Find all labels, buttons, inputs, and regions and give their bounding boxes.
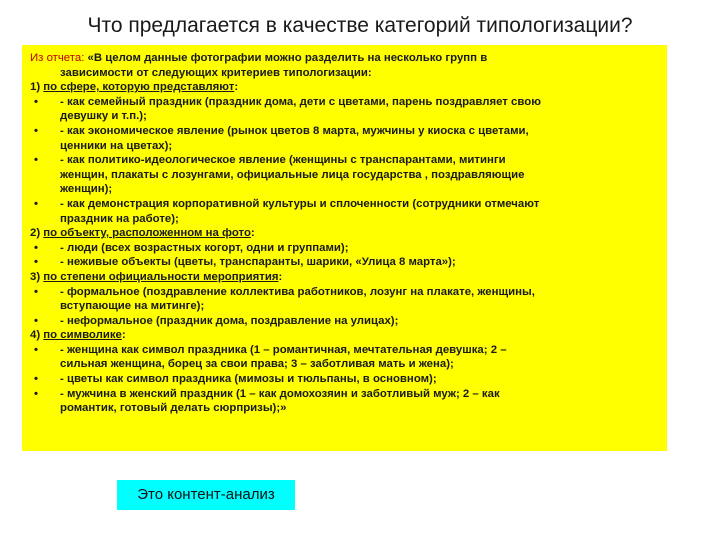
bullet-line: праздник на работе); (60, 212, 179, 225)
bullet-line: ценники на цветах); (60, 139, 173, 152)
bullet-line: женщин, плакаты с лозунгами, официальные лица государства , поздравляющие (60, 168, 525, 181)
bullet-item (30, 95, 659, 124)
bullet-dot-icon: • (34, 373, 38, 386)
intro-line-2: зависимости от следующих критериев типологизации: (60, 66, 372, 79)
intro-paragraph (30, 51, 659, 80)
section-label: по сфере, которую представляют (43, 81, 235, 94)
bullet-line: женщин); (60, 183, 113, 196)
section-heading (30, 328, 659, 343)
bullet-line: - как экономическое явление (рынок цветов 8 марта, мужчины у киоска с цветами, (60, 124, 529, 137)
section-number: 4) (30, 329, 44, 342)
bullet-line: - как демонстрация корпоративной культуры и сплоченности (сотрудники отмечают (60, 197, 540, 210)
bullet-line: девушку и т.п.); (60, 110, 147, 123)
report-text-box (22, 45, 667, 451)
section-colon: : (250, 227, 255, 240)
section-number: 2) (30, 227, 44, 240)
bullet-dot-icon: • (34, 95, 38, 108)
bullet-item (30, 255, 659, 270)
bullet-dot-icon: • (34, 197, 38, 210)
bullet-line: романтик, готовый делать сюрпризы);» (60, 402, 287, 415)
section-colon: : (121, 329, 126, 342)
bullet-item (30, 314, 659, 329)
section-label: по символике (43, 329, 122, 342)
bullet-dot-icon: • (34, 154, 38, 167)
bullet-dot-icon: • (34, 314, 38, 327)
bullet-line: - мужчина в женский праздник (1 – как домохозяин и заботливый муж; 2 – как (60, 387, 500, 400)
bullet-item (30, 124, 659, 153)
bullet-item (30, 387, 659, 416)
slide-title: Что предлагается в качестве категорий типологизации? (87, 14, 633, 37)
bullet-dot-icon: • (34, 343, 38, 356)
bullet-dot-icon: • (34, 387, 38, 400)
content-analysis-caption: Это контент-анализ (117, 480, 295, 510)
bullet-line: - неживые объекты (цветы, транспаранты, шарики, «Улица 8 марта»); (60, 256, 456, 269)
bullet-line: сильная женщина, борец за свои права; 3 – заботливая мать и жена); (60, 358, 454, 371)
bullet-dot-icon: • (34, 256, 38, 269)
section-heading (30, 80, 659, 95)
section-number: 3) (30, 270, 44, 283)
section-label: по степени официальности мероприятия (43, 270, 279, 283)
bullet-item (30, 153, 659, 197)
section-heading (30, 270, 659, 285)
bullet-item (30, 285, 659, 314)
section-label: по объекту, расположенном на фото (43, 227, 251, 240)
bullet-line: вступающие на митинге); (60, 300, 205, 313)
bullet-item (30, 197, 659, 226)
category-sections (30, 80, 659, 416)
bullet-line: - неформальное (праздник дома, поздравление на улицах); (60, 314, 399, 327)
source-label: Из отчета: (30, 52, 85, 64)
bullet-dot-icon: • (34, 285, 38, 298)
intro-line-1: «В целом данные фотографии можно разделить на несколько групп в (87, 52, 488, 64)
bullet-item (30, 343, 659, 372)
bullet-line: - как семейный праздник (праздник дома, дети с цветами, парень поздравляет свою (60, 95, 541, 108)
bullet-line: - как политико-идеологическое явление (женщины с транспарантами, митинги (60, 154, 506, 167)
bullet-line: - формальное (поздравление коллектива работников, лозунг на плакате, женщины, (60, 285, 535, 298)
bullet-dot-icon: • (34, 124, 38, 137)
section-colon: : (278, 270, 283, 283)
bullet-line: - цветы как символ праздника (мимозы и тюльпаны, в основном); (60, 373, 437, 386)
bullet-line: - женщина как символ праздника (1 – романтичная, мечтательная девушка; 2 – (60, 343, 507, 356)
bullet-item (30, 241, 659, 256)
bullet-line: - люди (всех возрастных когорт, одни и группами); (60, 241, 349, 254)
bullet-item (30, 372, 659, 387)
section-number: 1) (30, 81, 44, 94)
bullet-dot-icon: • (34, 241, 38, 254)
section-heading (30, 226, 659, 241)
section-colon: : (234, 81, 239, 94)
